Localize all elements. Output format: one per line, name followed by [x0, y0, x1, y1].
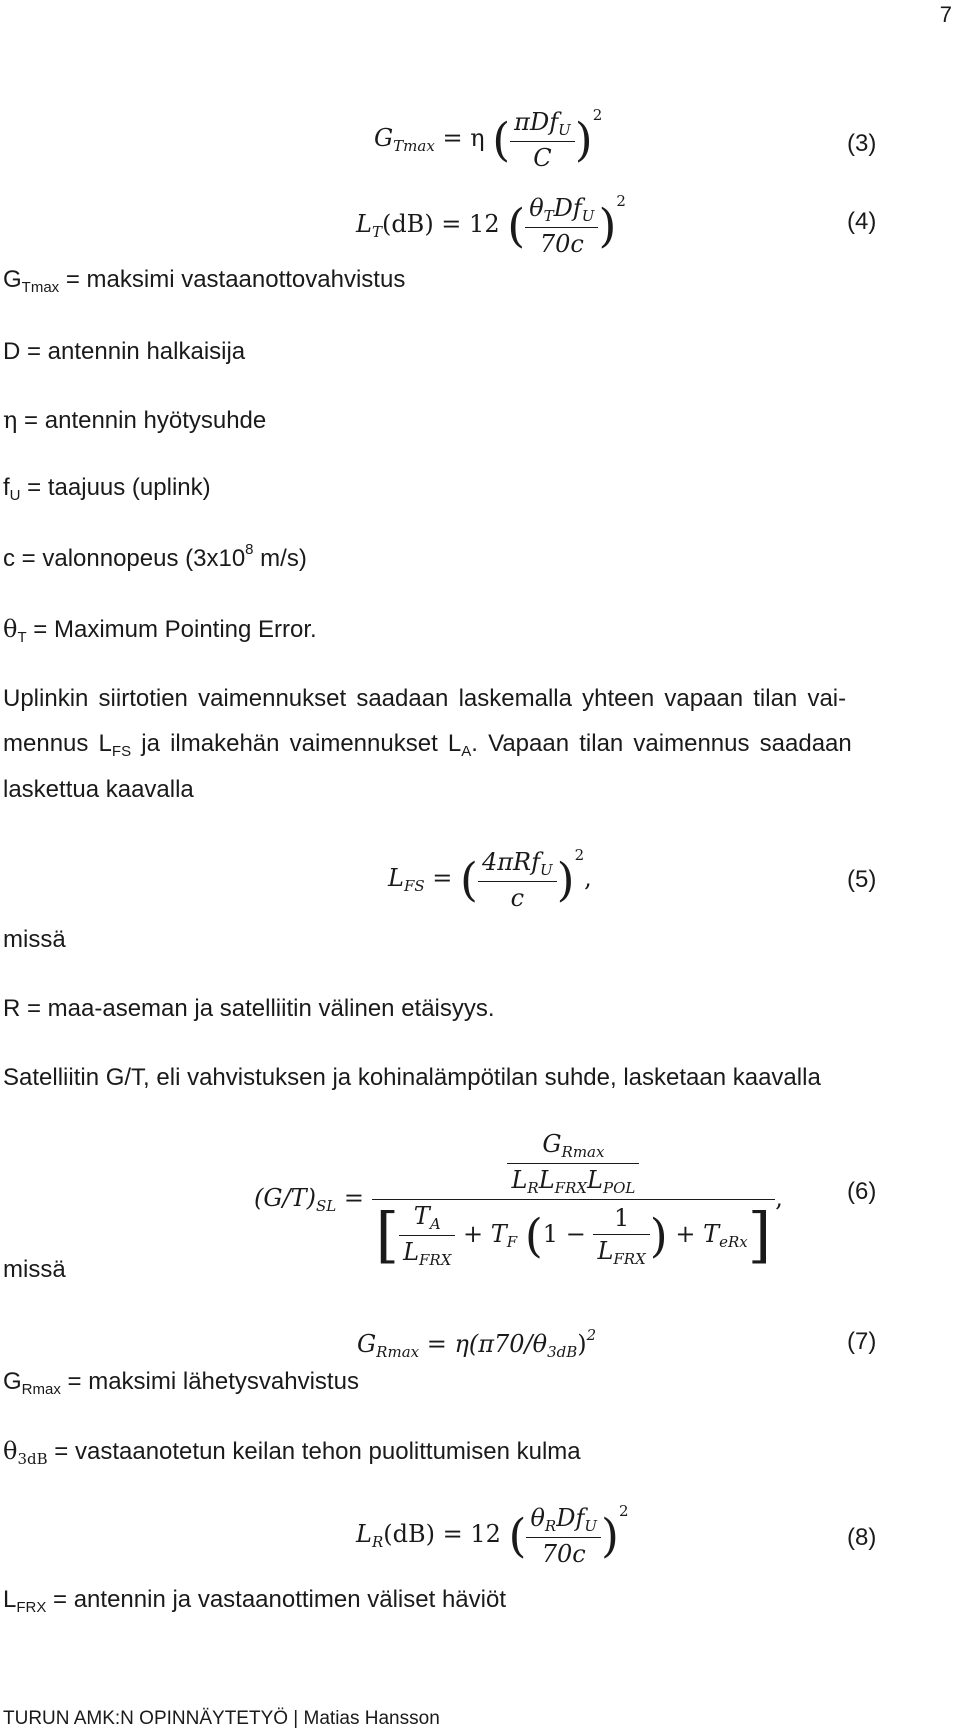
- def-lfrx: $L_{FRX}$ = antennin ja vastaanottimen väliset häviöt: [3, 1586, 506, 1616]
- def-fu: $f_U$ = taajuus (uplink): [3, 474, 211, 504]
- equation-7: $G_{Rmax} = \eta(\pi 70/\theta_{3dB})^2$: [357, 1326, 597, 1361]
- def-c: c = valonnopeus ($3x10^8$ m/s): [3, 541, 307, 572]
- page-number: 7: [939, 2, 952, 27]
- paragraph-1-line-1: Uplinkin siirtotien vaimennukset saadaan laskemalla yhteen vapaan tilan vai-: [3, 685, 847, 712]
- equation-8: $L_R(dB) = 12$ ( $\frac{\theta_RDf_U}{70c}$ )$^2$: [356, 1502, 629, 1568]
- footer: TURUN AMK:N OPINNÄYTETYÖ | Matias Hansson: [3, 1708, 440, 1729]
- footer-thesis: TURUN AMK:N OPINNÄYTETYÖ: [3, 1708, 289, 1729]
- def-d: D = antennin halkaisija: [3, 338, 246, 365]
- equation-number-4: (4): [847, 208, 877, 235]
- paragraph-1-line-3: laskettua kaavalla: [3, 776, 194, 803]
- equation-number-3: (3): [847, 130, 877, 157]
- def-eta: η = antennin hyötysuhde: [3, 406, 267, 434]
- equation-5: $L_{FS}$ = ( $\frac{4\pi Rf_U}{c}$ )$^2$,: [388, 846, 592, 912]
- missa-2: missä: [3, 1256, 66, 1283]
- def-r: R = maa-aseman ja satelliitin välinen etäisyys.: [3, 995, 495, 1022]
- def-theta-3db: $\theta_{3dB}$ = vastaanotetun keilan tehon puolittumisen kulma: [3, 1437, 581, 1468]
- def-theta-t: $\theta_T$ = Maximum Pointing Error.: [3, 615, 317, 646]
- equation-number-6: (6): [847, 1178, 877, 1205]
- equation-number-7: (7): [847, 1328, 877, 1355]
- equation-6: $(G/T)_{SL}$ = $\frac{G_{Rmax}}{L_RL_{FRX}L_{POL}}$ [ $\frac{T_A}{L_{FRX}}$ + $T_F$ (1 − $\frac{1}{L_{FRX}}$ ) + $T_{eRx}$] ,: [254, 1130, 783, 1271]
- equation-3: $G_{Tmax} = \eta$ ( $\frac{\pi Df_U}{C}$ )$^2$: [374, 106, 603, 172]
- equation-4: $L_T(dB) = 12$ ( $\frac{\theta_TDf_U}{70c}$ )$^2$: [356, 192, 626, 258]
- footer-author: Matias Hansson: [303, 1708, 440, 1729]
- equation-number-5: (5): [847, 866, 877, 893]
- equation-number-8: (8): [847, 1524, 877, 1551]
- def-gtmax: $G_{Tmax}$ = maksimi vastaanottovahvistus: [3, 266, 406, 296]
- def-grmax: $G_{Rmax}$ = maksimi lähetysvahvistus: [3, 1368, 359, 1398]
- missa-1: missä: [3, 926, 66, 953]
- paragraph-2: Satelliitin G/T, eli vahvistuksen ja kohinalämpötilan suhde, lasketaan kaavalla: [3, 1064, 821, 1091]
- paragraph-1-line-2: mennus $L_{FS}$ ja ilmakehän vaimennukset $L_A$. Vapaan tilan vaimennus saadaan: [3, 730, 852, 760]
